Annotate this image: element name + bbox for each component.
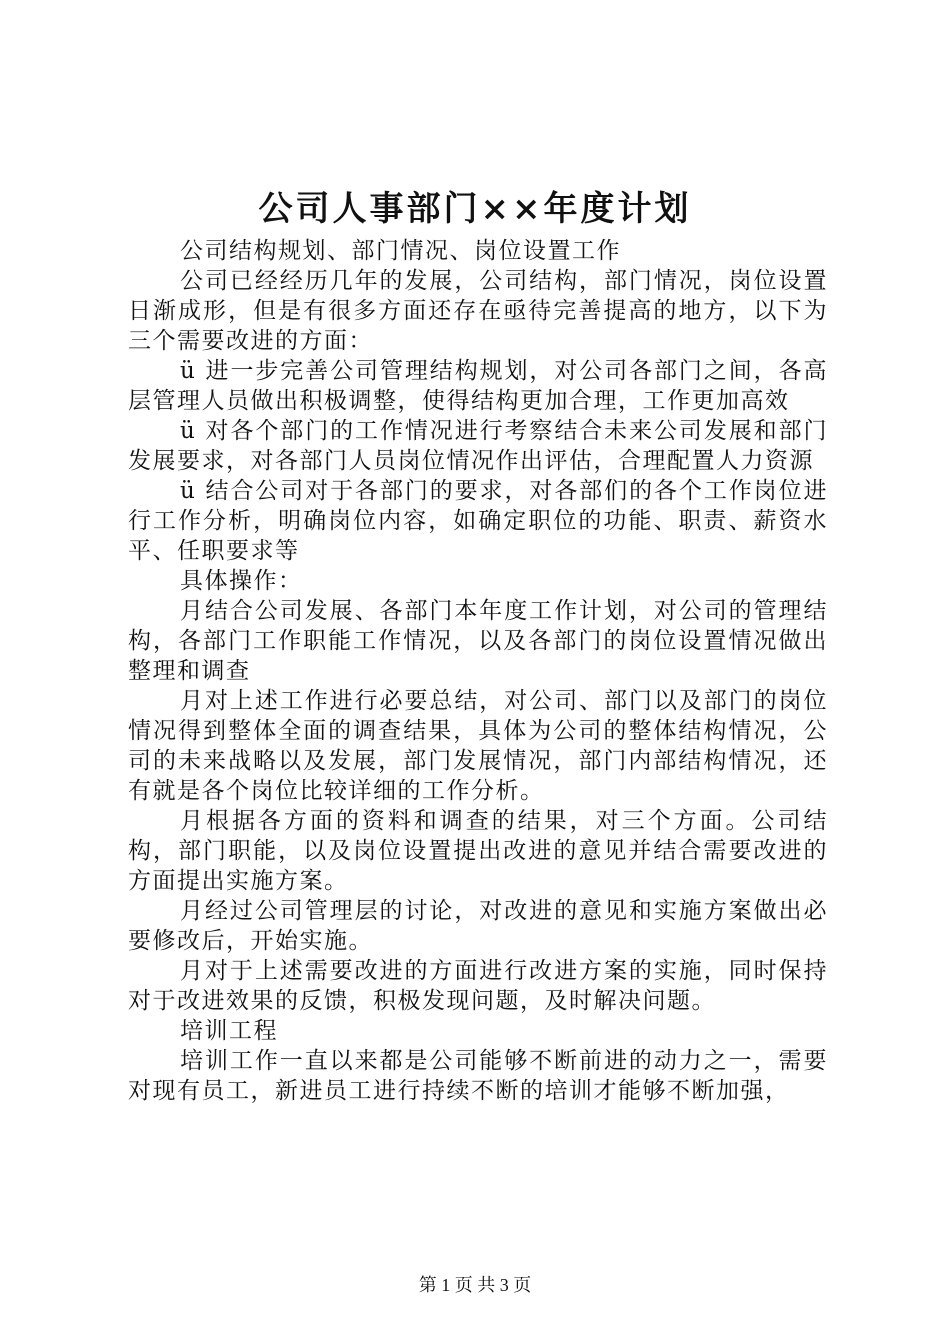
page-number-footer: 第 1 页 共 3 页 xyxy=(418,1275,532,1295)
bullet-paragraph: ü 对各个部门的工作情况进行考察结合未来公司发展和部门发展要求，对各部门人员岗位情况作出评估，合理配置人力资源 xyxy=(128,418,828,474)
bullet-paragraph: ü 结合公司对于各部门的要求，对各部们的各个工作岗位进行工作分析，明确岗位内容，如确定职位的功能、职责、薪资水平、任职要求等 xyxy=(128,478,828,564)
section-heading: 具体操作： xyxy=(180,568,303,594)
paragraph: 月结合公司发展、各部门本年度工作计划，对公司的管理结构，各部门工作职能工作情况，以及各部门的岗位设置情况做出整理和调查 xyxy=(128,598,828,684)
paragraph: 月根据各方面的资料和调查的结果，对三个方面。公司结构，部门职能，以及岗位设置提出改进的意见并结合需要改进的方面提出实施方案。 xyxy=(128,808,828,894)
document-title: 公司人事部门××年度计划 xyxy=(258,189,692,229)
paragraph: 月经过公司管理层的讨论，对改进的意见和实施方案做出必要修改后，开始实施。 xyxy=(128,898,828,954)
document-body xyxy=(128,236,828,1106)
section-heading: 培训工程 xyxy=(180,1018,278,1044)
paragraph: 培训工作一直以来都是公司能够不断前进的动力之一，需要对现有员工，新进员工进行持续不断的培训才能够不断加强， xyxy=(128,1048,828,1104)
paragraph: 月对于上述需要改进的方面进行改进方案的实施，同时保持对于改进效果的反馈，积极发现问题，及时解决问题。 xyxy=(128,958,828,1014)
paragraph: 公司已经经历几年的发展，公司结构，部门情况，岗位设置日渐成形，但是有很多方面还存在亟待完善提高的地方，以下为三个需要改进的方面： xyxy=(128,268,828,354)
paragraph: 月对上述工作进行必要总结，对公司、部门以及部门的岗位情况得到整体全面的调查结果，具体为公司的整体结构情况，公司的未来战略以及发展，部门发展情况，部门内部结构情况，还有就是各个岗位比较详细的工作分析。 xyxy=(128,688,828,804)
section-heading: 公司结构规划、部门情况、岗位设置工作 xyxy=(180,238,621,264)
bullet-paragraph: ü 进一步完善公司管理结构规划，对公司各部门之间，各高层管理人员做出积极调整，使得结构更加合理，工作更加高效 xyxy=(128,358,828,414)
